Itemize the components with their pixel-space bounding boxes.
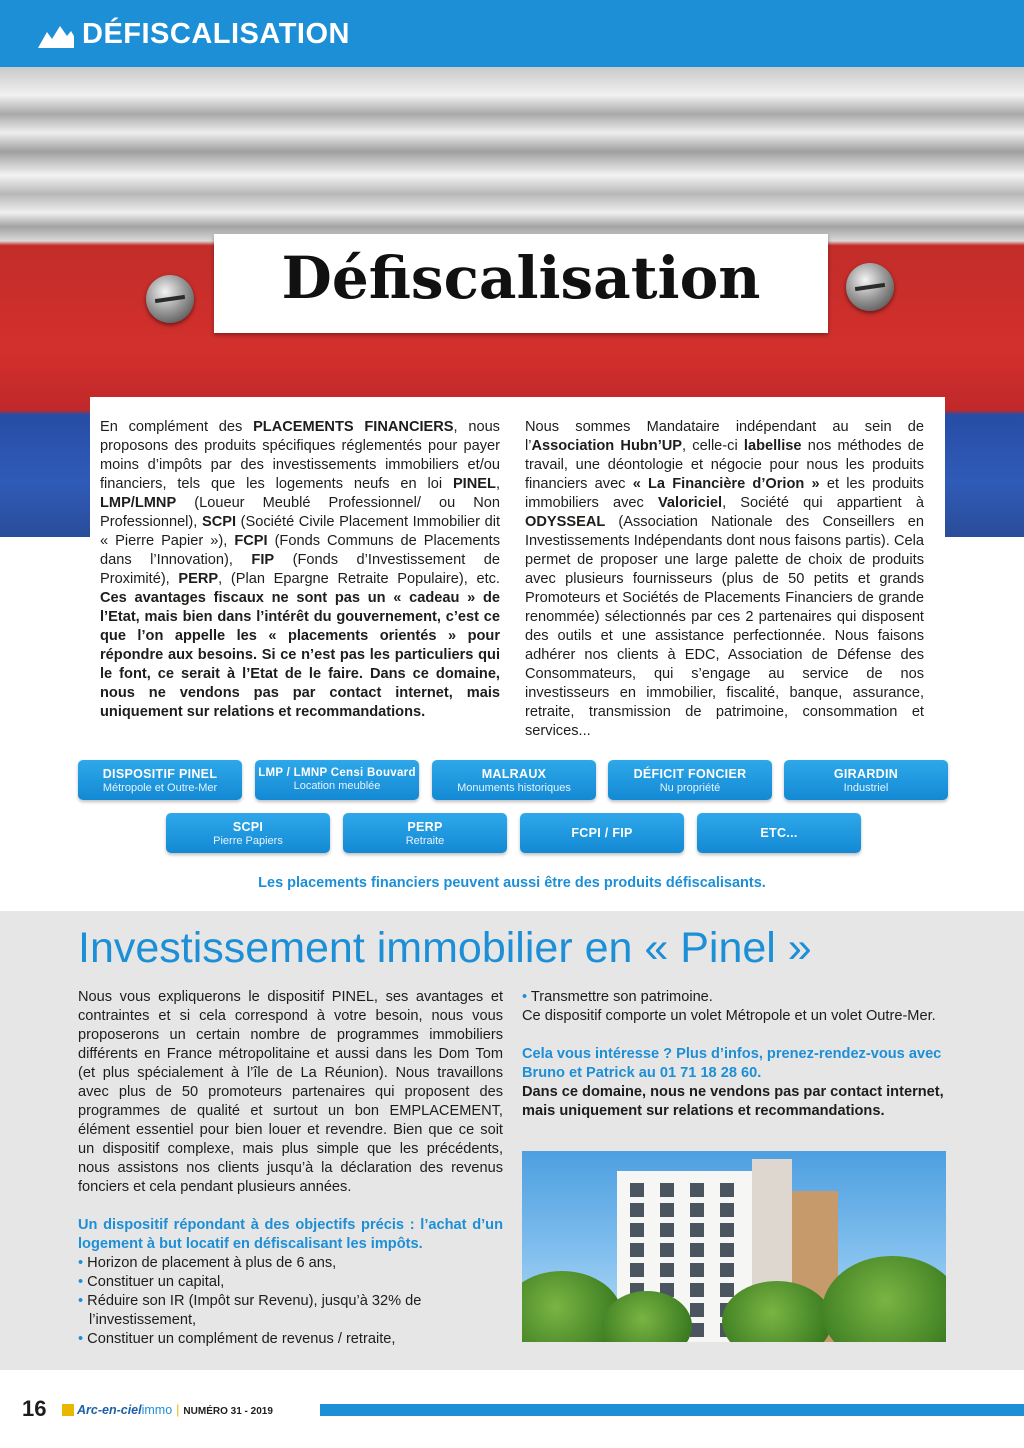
tag-subtitle: Location meublée (293, 780, 381, 792)
window-shape (630, 1203, 644, 1217)
text-run: , Société qui appartient à (722, 495, 924, 511)
binder-ring-icon (846, 263, 894, 311)
bullet-text: Constituer un capital, (87, 1274, 225, 1290)
bullet-text: Horizon de placement à plus de 6 ans, (87, 1255, 337, 1271)
text-run: , nous proposons des produits spécifiques réglementés pour payer moins d’impôts par des investissements immobiliers et/ou financiers, tels que les logements neufs en loi (100, 419, 500, 492)
text-run: labellise (743, 438, 802, 454)
window-shape (630, 1223, 644, 1237)
text-run: PINEL (452, 476, 496, 492)
tag-title: ETC... (760, 826, 798, 840)
bullet-text: Réduire son IR (Impôt sur Revenu), jusqu’à 32% de l’investissement, (87, 1293, 422, 1328)
tag-subtitle: Industriel (843, 782, 889, 794)
window-shape (660, 1263, 674, 1277)
bullet-text: Constituer un complément de revenus / retraite, (87, 1331, 396, 1347)
text-run: Ces avantages fiscaux ne sont pas un « cadeau » de l’Etat, mais bien dans l’intérêt du gouvernement, c’est ce que l’on appelle les « placements orientés » pour répondre aux besoins. Si ce n’est pas les particuliers qui le font, ce serait à l’Etat de le faire. Dans ce domaine, nous ne vendons pas par contact internet, mais uniquement sur relations et recommandations. (100, 590, 500, 720)
window-shape (690, 1223, 704, 1237)
tagline: Les placements financiers peuvent aussi être des produits défiscalisants. (258, 875, 766, 891)
text-run: FIP (251, 552, 275, 568)
footer-brand (62, 1403, 273, 1417)
tag-subtitle: Nu propriété (659, 782, 721, 794)
tag-title: MALRAUX (481, 767, 547, 781)
window-shape (660, 1243, 674, 1257)
text-run: « La Financière d’Orion » (632, 476, 820, 492)
tag-title: LMP / LMNP Censi Bouvard (258, 767, 416, 779)
house-icon (62, 1404, 74, 1416)
text-run: Valoriciel (657, 495, 723, 511)
divider: | (176, 1403, 180, 1417)
bullet-icon: • (78, 1255, 88, 1271)
text-run: ODYSSEAL (525, 514, 606, 530)
tag-subtitle: Métropole et Outre-Mer (102, 782, 218, 794)
pinel-bullet (78, 1330, 503, 1349)
window-shape (630, 1263, 644, 1277)
window-shape (690, 1183, 704, 1197)
window-shape (660, 1203, 674, 1217)
section-header (0, 0, 1024, 67)
section-title: DÉFISCALISATION (82, 18, 350, 50)
tag-title: DÉFICIT FONCIER (633, 767, 747, 781)
tag-lmp-lmnp[interactable] (255, 760, 419, 800)
text-run: PERP (178, 571, 219, 587)
window-shape (720, 1203, 734, 1217)
footer-bar (320, 1404, 1024, 1416)
intro-left-column (100, 418, 500, 722)
binder-label-text: Défiscalisation (281, 244, 761, 312)
pinel-volet: Ce dispositif comporte un volet Métropole et un volet Outre-Mer. (522, 1008, 936, 1024)
window-shape (720, 1183, 734, 1197)
pinel-left-column (78, 988, 503, 1349)
tag-fcpi-fip[interactable] (520, 813, 684, 853)
tag-subtitle: Pierre Papiers (213, 835, 283, 847)
pinel-heading: Investissement immobilier en « Pinel » (78, 924, 812, 972)
bullet-text: Transmettre son patrimoine. (530, 989, 713, 1005)
pinel-bullet (522, 988, 947, 1007)
window-shape (630, 1243, 644, 1257)
text-run: (Société Civile Placement Immobilier dit « Pierre Papier »), (100, 514, 500, 549)
text-run: (Loueur Meublé Professionnel/ ou Non Professionnel), (100, 495, 500, 530)
text-run: FCPI (234, 533, 268, 549)
window-shape (690, 1283, 704, 1297)
text-run: (Fonds Communs de Placements dans l’Innovation), (100, 533, 500, 568)
window-shape (630, 1183, 644, 1197)
tag-title: SCPI (232, 820, 264, 834)
window-shape (660, 1183, 674, 1197)
window-shape (690, 1323, 704, 1337)
window-shape (690, 1243, 704, 1257)
intro-right-column (525, 418, 924, 741)
intro-right-text (525, 418, 924, 741)
tag-scpi[interactable] (166, 813, 330, 853)
text-run: PLACEMENTS FINANCIERS (253, 419, 454, 435)
tag-title: DISPOSITIF PINEL (102, 767, 218, 781)
bullet-icon: • (78, 1331, 88, 1347)
window-shape (690, 1203, 704, 1217)
mountains-icon (38, 22, 74, 48)
text-run: , (495, 476, 500, 492)
window-shape (660, 1223, 674, 1237)
text-run: , (Plan Epargne Retraite Populaire), etc. (218, 571, 500, 587)
pinel-bullet (78, 1273, 503, 1292)
brand-name: Arc-en-ciel (77, 1403, 142, 1417)
binder-label (214, 234, 828, 333)
tag-dispositif-pinel[interactable] (78, 760, 242, 800)
tag-title: FCPI / FIP (571, 826, 633, 840)
tag-malraux[interactable] (432, 760, 596, 800)
window-shape (690, 1263, 704, 1277)
text-run: Association Hubn’UP (531, 438, 683, 454)
intro-left-text (100, 418, 500, 722)
tag-title: PERP (407, 820, 443, 834)
pinel-bullet (78, 1254, 503, 1273)
pinel-closing: Dans ce domaine, nous ne vendons pas par contact internet, mais uniquement sur relations et recommandations. (522, 1084, 944, 1119)
building-photo (522, 1151, 946, 1342)
text-run: SCPI (201, 514, 237, 530)
pinel-cta: Cela vous intéresse ? Plus d’infos, prenez-rendez-vous avec Bruno et Patrick au 01 71 18 28 60. (522, 1046, 942, 1081)
text-run: (Fonds d’Investissement de Proximité), (100, 552, 500, 587)
text-run: Nous sommes Mandataire indépendant au sein de l’ (525, 419, 924, 454)
tag-deficit-foncier[interactable] (608, 760, 772, 800)
text-run: nos méthodes de travail, une déontologie et négocie pour nous les produits financiers avec (525, 438, 924, 492)
tag-etc[interactable] (697, 813, 861, 853)
tag-subtitle: Monuments historiques (457, 782, 571, 794)
pinel-subheading: Un dispositif répondant à des objectifs précis : l’achat d’un logement à but locatif en défiscalisant les impôts. (78, 1217, 503, 1252)
text-run: et les produits immobiliers avec (525, 476, 924, 511)
page-number: 16 (22, 1396, 47, 1421)
text-run: En complément des (100, 419, 254, 435)
window-shape (720, 1243, 734, 1257)
tag-subtitle: Retraite (405, 835, 445, 847)
window-shape (720, 1223, 734, 1237)
pinel-intro: Nous vous expliquerons le dispositif PINEL, ses avantages et contraintes et si cela correspond à votre besoin, nous vous proposerons un certain nombre de programmes immobiliers différents en France métropolitaine et aussi dans les Dom Tom (et plus spécialement à l’île de La Réunion). Nous travaillons avec plus de 50 promoteurs partenaires qui proposent des programmes de qualité et surtout un bon EMPLACEMENT, élément essentiel pour bien louer et revendre. Bien que ce soit un dispositif complexe, mais plus simple que les précédents, nous assistons nos clients jusqu’à la déclaration des revenus fonciers et cela pendant plusieurs années. (78, 989, 503, 1195)
pinel-bullet (78, 1292, 503, 1330)
bullet-icon: • (522, 989, 531, 1005)
pinel-right-column (522, 988, 947, 1121)
window-shape (690, 1303, 704, 1317)
brand-suffix: immo (141, 1403, 173, 1417)
window-shape (720, 1263, 734, 1277)
text-run: , celle-ci (682, 438, 744, 454)
binder-ring-icon (146, 275, 194, 323)
tag-perp[interactable] (343, 813, 507, 853)
bullet-icon: • (78, 1293, 88, 1309)
text-run: (Association Nationale des Conseillers en Investissements Indépendants dont nous faisons partis). Cela permet de proposer une large palette de choix de produits avec plusieurs fournisseurs (plus de 50 petits et grands Promoteurs et Sociétés de Placements Financiers de grande renommée) sélectionnés par ces 2 partenaires qui disposent des outils et une assistance perfectionnée. Nous faisons adhérer nos clients à EDC, Association de Défense des Consommateurs, qui s’engage au service de nos investisseurs en immobilier, fiscalité, banque, assurance, retraite, transmission de patrimoine, consommation et services... (525, 514, 924, 739)
window-shape (720, 1283, 734, 1297)
tree-shape (822, 1256, 946, 1342)
tag-girardin[interactable] (784, 760, 948, 800)
issue-label: NUMÉRO 31 - 2019 (183, 1406, 273, 1417)
tag-title: GIRARDIN (833, 767, 899, 781)
text-run: LMP/LMNP (100, 495, 177, 511)
bullet-icon: • (78, 1274, 88, 1290)
